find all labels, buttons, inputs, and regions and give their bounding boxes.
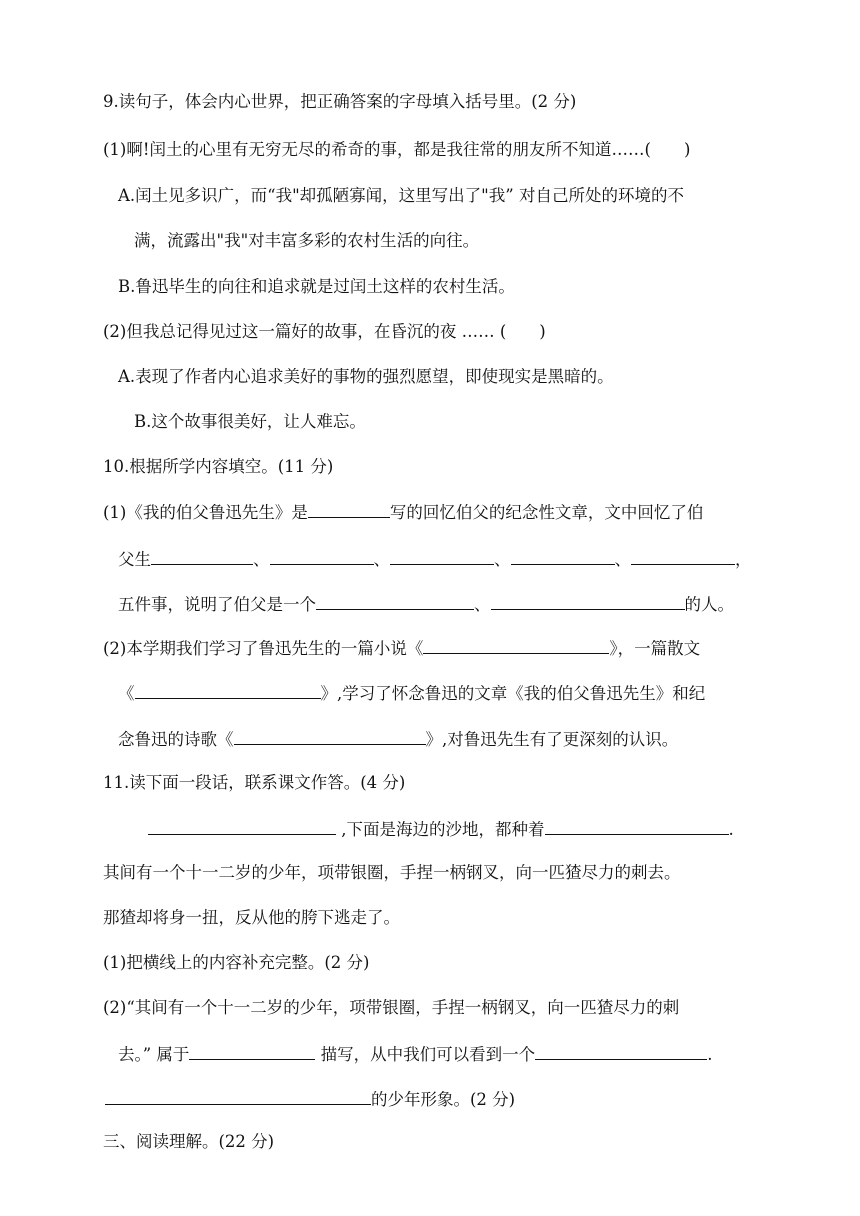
- q11-passage-line-2: 其间有一个十一二岁的少年，项带银圈，手捏一柄钢叉，向一匹猹尽力的刺去。: [103, 863, 681, 882]
- blank-passage-2[interactable]: [545, 816, 729, 835]
- blank-event-4[interactable]: [511, 546, 615, 565]
- q10-1-line-1: (1)《我的伯父鲁迅先生》是 写的回忆伯父的纪念性文章，文中回忆了伯: [103, 499, 703, 525]
- blank-essay[interactable]: [135, 680, 321, 699]
- q10-1-line-3: 五件事，说明了伯父是一个 、 的人。: [118, 591, 734, 617]
- blank-event-5[interactable]: [631, 546, 735, 565]
- q9-2-stem: (2)但我总记得见过这一篇好的故事，在昏沉的夜 …… ( ): [103, 322, 546, 341]
- q9-2-option-a: A.表现了作者内心追求美好的事物的强烈愿望，即使现实是黑暗的。: [118, 367, 614, 386]
- blank-author[interactable]: [308, 499, 390, 518]
- q9-1-option-a-continued: 满，流露出"我"对丰富多彩的农村生活的向往。: [134, 231, 480, 250]
- blank-poem[interactable]: [234, 726, 426, 745]
- q9-1-stem: (1)啊!闰土的心里有无穷无尽的希奇的事，都是我往常的朋友所不知道……( ): [103, 140, 691, 159]
- section-3-title: 三、阅读理解。(22 分): [103, 1132, 275, 1151]
- blank-event-2[interactable]: [270, 546, 374, 565]
- q11-passage-line-1: ,下面是海边的沙地，都种着 .: [148, 816, 734, 842]
- q9-1-option-a: A.闰土见多识广，而“我"却孤陋寡闻，这里写出了"我” 对自己所处的环境的不: [118, 186, 684, 205]
- q11-passage-line-3: 那猹却将身一扭，反从他的胯下逃走了。: [103, 908, 400, 927]
- q11-title: 11.读下面一段话，联系课文作答。(4 分): [103, 773, 406, 792]
- q9-1-option-b: B.鲁迅毕生的向往和追求就是过闰土这样的农村生活。: [118, 277, 515, 296]
- blank-image-1[interactable]: [535, 1041, 707, 1060]
- blank-event-3[interactable]: [390, 546, 494, 565]
- q9-2-option-b: B.这个故事很美好，让人难忘。: [134, 412, 366, 431]
- q10-2-line-2: 《 》,学习了怀念鲁迅的文章《我的伯父鲁迅先生》和纪: [118, 680, 705, 706]
- q10-1-line-2: 父生 、 、 、 、 ，: [118, 546, 752, 572]
- q11-2-line-1: (2)“其间有一个十一二岁的少年，项带银圈，手捏一柄钢叉，向一匹猹尽力的刺: [103, 998, 680, 1017]
- blank-event-1[interactable]: [151, 546, 253, 565]
- blank-description-type[interactable]: [189, 1041, 315, 1060]
- q11-1: (1)把横线上的内容补充完整。(2 分): [103, 953, 370, 972]
- q10-title: 10.根据所学内容填空。(11 分): [103, 457, 334, 476]
- q9-title: 9.读句子，体会内心世界，把正确答案的字母填入括号里。(2 分): [103, 92, 577, 111]
- blank-passage-1[interactable]: [148, 816, 336, 835]
- blank-trait-1[interactable]: [316, 591, 474, 610]
- blank-image-2[interactable]: [105, 1086, 371, 1105]
- blank-novel[interactable]: [423, 635, 609, 654]
- blank-trait-2[interactable]: [491, 591, 685, 610]
- q10-2-line-1: (2)本学期我们学习了鲁迅先生的一篇小说《 》，一篇散文: [103, 635, 700, 661]
- q11-2-line-3: 的少年形象。(2 分): [105, 1086, 515, 1112]
- q10-2-line-3: 念鲁迅的诗歌《 》,对鲁迅先生有了更深刻的认识。: [118, 726, 678, 752]
- q11-2-line-2: 去。” 属于 描写，从中我们可以看到一个 .: [118, 1041, 712, 1067]
